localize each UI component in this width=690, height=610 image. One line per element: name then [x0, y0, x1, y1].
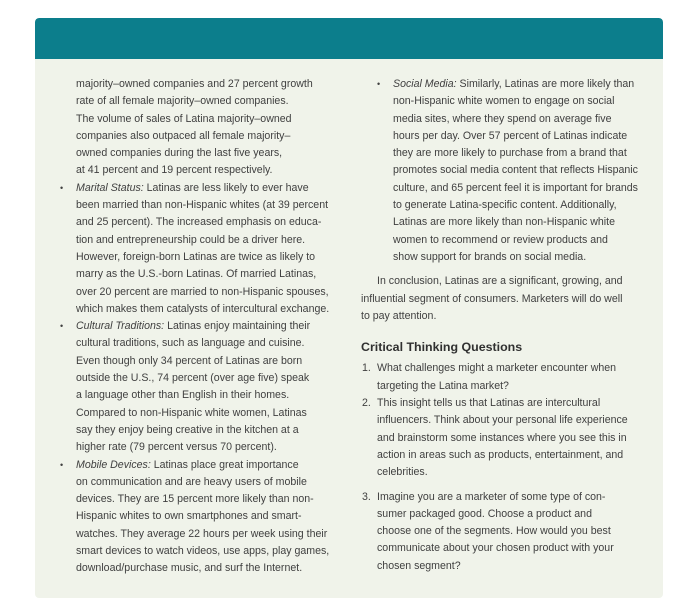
- text-line: sumer packaged good. Choose a product and: [377, 507, 592, 520]
- question-first-line: [362, 395, 657, 412]
- text-line: they are more likely to purchase from a brand that: [393, 147, 627, 160]
- text-line: outside the U.S., 74 percent (over age five) speak: [76, 372, 310, 385]
- text-line: to pay attention.: [361, 309, 437, 322]
- text-line: media sites, where they spend on average five: [393, 112, 612, 125]
- question-item: [362, 489, 657, 575]
- bullet-first-line: [377, 76, 657, 93]
- text-line: higher rate (79 percent versus 70 percent).: [76, 441, 277, 454]
- text-line: tion and entrepreneurship could be a driver here.: [76, 233, 306, 246]
- text-line: Compared to non-Hispanic white women, Latinas: [76, 406, 307, 419]
- text-line: communicate about your chosen product with your: [377, 542, 614, 555]
- text-line: download/purchase music, and surf the Internet.: [76, 562, 303, 575]
- card-header-bar: [35, 18, 663, 59]
- text-line: which makes them catalysts of intercultural exchange.: [76, 302, 330, 315]
- question-number: 1.: [362, 362, 371, 375]
- text-line: and 25 percent). The increased emphasis on educa-: [76, 216, 322, 229]
- text-line: marry as the U.S.-born Latinas. Of married Latinas,: [76, 268, 317, 281]
- text-line: influencers. Think about your personal life experience: [377, 414, 628, 427]
- bullet-label: Social Media:: [393, 78, 457, 90]
- text-line: hours per day. Over 57 percent of Latinas indicate: [393, 129, 628, 142]
- conclusion-paragraph: [361, 273, 657, 325]
- text-line: celebrities.: [377, 466, 428, 479]
- text-line: owned companies during the last five years,: [76, 147, 283, 160]
- spacer: [377, 482, 657, 489]
- bullet-marital-status: [60, 180, 372, 318]
- spacer: [361, 266, 657, 273]
- text-line: to generate Latina-specific content. Additionally,: [393, 199, 617, 212]
- question-text: This insight tells us that Latinas are intercultural: [377, 397, 601, 410]
- text-line: and brainstorm some instances where you see this in: [377, 431, 627, 444]
- text-line: a language other than English in their homes.: [76, 389, 290, 402]
- question-first-line: [362, 489, 657, 506]
- bullet-dot-icon: •: [60, 459, 64, 470]
- text-line: non-Hispanic white women to engage on social: [393, 95, 615, 108]
- bullet-dot-icon: •: [60, 321, 64, 332]
- text-line: women to recommend or review products and: [393, 233, 608, 246]
- bullet-label: Cultural Traditions:: [76, 320, 165, 333]
- text-line: watches. They average 22 hours per week using their: [76, 527, 328, 540]
- text-line: show support for brands on social media.: [393, 250, 587, 263]
- text-line: over 20 percent are married to non-Hispanic spouses,: [76, 285, 329, 298]
- bullet-social-media: [361, 76, 657, 266]
- bullet-cultural-traditions: [60, 318, 372, 456]
- text-line: Hispanic whites to own smartphones and smart-: [76, 510, 302, 523]
- bullet-dot-icon: •: [60, 182, 64, 193]
- text-line: devices. They are 15 percent more likely than non-: [76, 493, 314, 506]
- bullet-first-line: [60, 318, 372, 335]
- bullet-label: Marital Status:: [76, 181, 144, 194]
- questions-list: [361, 360, 657, 575]
- bullet-dot-icon: •: [377, 79, 381, 89]
- bullet-text: Similarly, Latinas are more likely than: [456, 78, 635, 90]
- question-number: 2.: [362, 397, 371, 410]
- right-column: [361, 76, 657, 575]
- text-line: majority–owned companies and 27 percent growth: [76, 78, 313, 90]
- text-line: However, foreign-born Latinas are twice as likely to: [76, 250, 316, 263]
- bullet-first-line: [60, 180, 372, 197]
- text-line: targeting the Latina market?: [377, 379, 509, 392]
- text-line: promotes social media content that reflects Hispanic: [393, 164, 638, 177]
- text-line: say they enjoy being creative in the kitchen at a: [76, 423, 299, 436]
- bullet-label: Mobile Devices:: [76, 458, 151, 471]
- text-line: culture, and 65 percent feel it is important for brands: [393, 181, 638, 194]
- question-text: What challenges might a marketer encounter when: [377, 362, 617, 375]
- text-line: Even though only 34 percent of Latinas are born: [76, 354, 303, 367]
- text-line: rate of all female majority–owned companies.: [76, 95, 289, 108]
- bullet-text: Latinas place great importance: [150, 458, 299, 471]
- question-item: [362, 360, 657, 395]
- text-line: Latinas are more likely than non-Hispanic white: [393, 216, 615, 229]
- question-text: Imagine you are a marketer of some type of con-: [377, 490, 606, 503]
- text-line: at 41 percent and 19 percent respectively.: [76, 164, 273, 177]
- question-first-line: [362, 360, 657, 377]
- bullet-text: Latinas are less likely to ever have: [143, 181, 309, 194]
- left-column: [60, 76, 372, 578]
- text-line: In conclusion, Latinas are a significant, growing, and: [377, 275, 623, 288]
- text-line: action in areas such as products, entertainment, and: [377, 448, 624, 461]
- text-line: been married than non-Hispanic whites (at 39 percent: [76, 199, 329, 212]
- case-study-card: [35, 18, 663, 598]
- question-item: [362, 395, 657, 481]
- text-line: cultural traditions, such as language and cuisine.: [76, 337, 305, 350]
- continuation-paragraph: [76, 76, 372, 180]
- bullet-first-line: [60, 457, 372, 474]
- question-number: 3.: [362, 490, 371, 503]
- text-line: chosen segment?: [377, 559, 461, 572]
- text-line: The volume of sales of Latina majority–owned: [76, 112, 292, 125]
- text-line: choose one of the segments. How would you best: [377, 525, 611, 538]
- text-line: on communication and are heavy users of mobile: [76, 475, 307, 488]
- text-line: smart devices to watch videos, use apps, play games,: [76, 545, 330, 558]
- text-line: companies also outpaced all female majority–: [76, 129, 291, 142]
- bullet-mobile-devices: [60, 457, 372, 578]
- questions-heading: Critical Thinking Questions: [361, 340, 523, 355]
- bullet-text: Latinas enjoy maintaining their: [164, 320, 311, 333]
- text-line: influential segment of consumers. Marketers will do well: [361, 292, 623, 305]
